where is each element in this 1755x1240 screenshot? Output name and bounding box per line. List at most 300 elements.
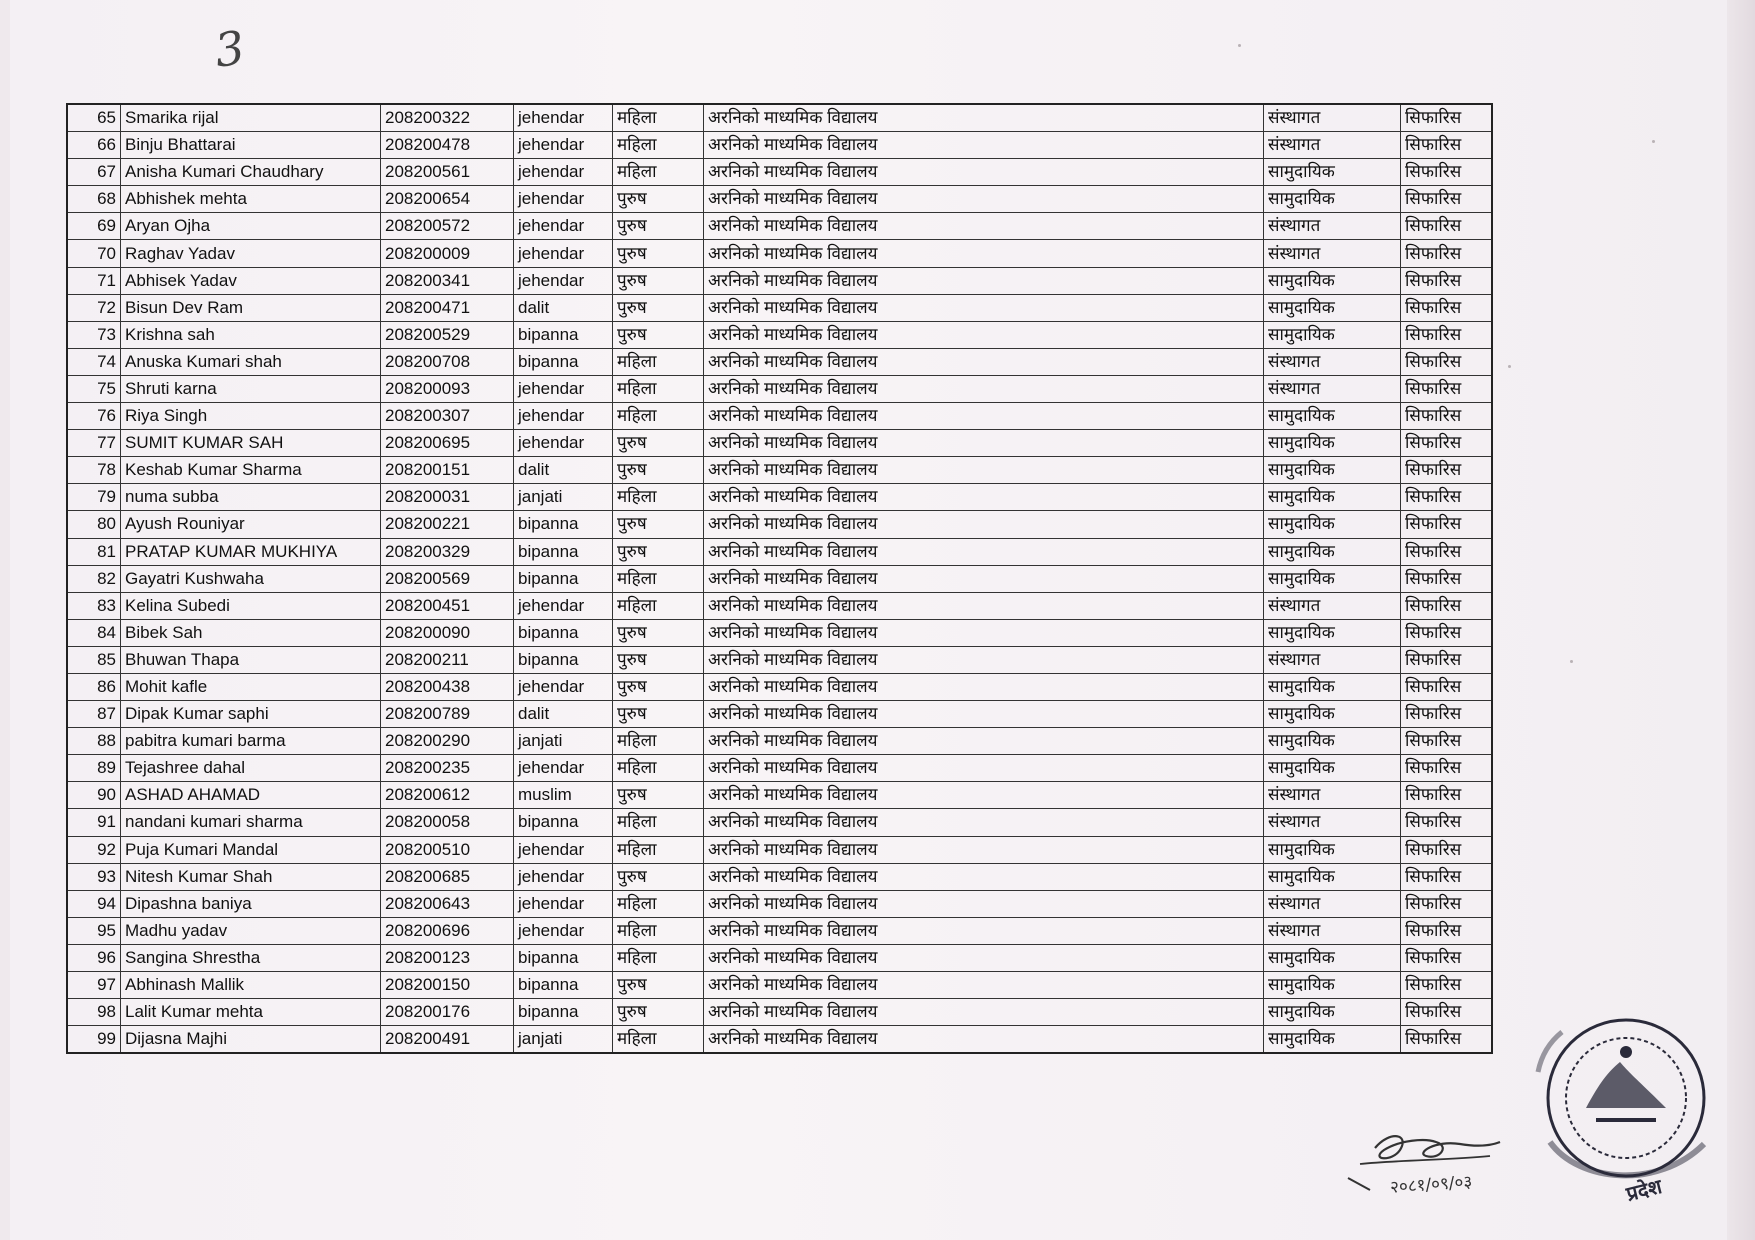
category-cell: janjati [514, 728, 613, 755]
recommendation-cell: सिफारिस [1401, 917, 1493, 944]
serial-number-cell: 95 [67, 917, 121, 944]
student-name-cell: Anuska Kumari shah [121, 348, 381, 375]
student-name-cell: numa subba [121, 484, 381, 511]
school-type-cell: सामुदायिक [1264, 565, 1401, 592]
gender-cell: पुरुष [613, 430, 704, 457]
gender-cell: महिला [613, 159, 704, 186]
category-cell: dalit [514, 701, 613, 728]
school-name-cell: अरनिको माध्यमिक विद्यालय [704, 836, 1264, 863]
signature-scribble [1340, 1120, 1520, 1210]
recommendation-cell: सिफारिस [1401, 430, 1493, 457]
registration-id-cell: 208200612 [381, 782, 514, 809]
category-cell: bipanna [514, 972, 613, 999]
gender-cell: पुरुष [613, 701, 704, 728]
student-name-cell: Smarika rijal [121, 104, 381, 132]
registration-id-cell: 208200561 [381, 159, 514, 186]
official-seal-stamp [1508, 1012, 1728, 1222]
serial-number-cell: 68 [67, 186, 121, 213]
school-type-cell: सामुदायिक [1264, 619, 1401, 646]
table-row [67, 375, 1492, 402]
school-type-cell: सामुदायिक [1264, 863, 1401, 890]
registration-id-cell: 208200643 [381, 890, 514, 917]
school-type-cell: सामुदायिक [1264, 538, 1401, 565]
serial-number-cell: 75 [67, 375, 121, 402]
school-name-cell: अरनिको माध्यमिक विद्यालय [704, 375, 1264, 402]
school-name-cell: अरनिको माध्यमिक विद्यालय [704, 294, 1264, 321]
table-row [67, 944, 1492, 971]
student-name-cell: ASHAD AHAMAD [121, 782, 381, 809]
gender-cell: पुरुष [613, 538, 704, 565]
school-name-cell: अरनिको माध्यमिक विद्यालय [704, 240, 1264, 267]
recommendation-cell: सिफारिस [1401, 755, 1493, 782]
school-type-cell: संस्थागत [1264, 213, 1401, 240]
scan-speckle [1508, 365, 1511, 368]
table-row [67, 159, 1492, 186]
student-name-cell: Tejashree dahal [121, 755, 381, 782]
table-row [67, 430, 1492, 457]
serial-number-cell: 99 [67, 1026, 121, 1054]
registration-id-cell: 208200176 [381, 999, 514, 1026]
student-name-cell: Sangina Shrestha [121, 944, 381, 971]
registration-id-cell: 208200569 [381, 565, 514, 592]
gender-cell: पुरुष [613, 673, 704, 700]
table-row [67, 999, 1492, 1026]
category-cell: jehendar [514, 240, 613, 267]
school-type-cell: सामुदायिक [1264, 673, 1401, 700]
school-name-cell: अरनिको माध्यमिक विद्यालय [704, 809, 1264, 836]
serial-number-cell: 77 [67, 430, 121, 457]
recommendation-cell: सिफारिस [1401, 104, 1493, 132]
gender-cell: महिला [613, 348, 704, 375]
serial-number-cell: 69 [67, 213, 121, 240]
category-cell: bipanna [514, 646, 613, 673]
table-row [67, 348, 1492, 375]
registration-id-cell: 208200471 [381, 294, 514, 321]
serial-number-cell: 97 [67, 972, 121, 999]
recommendation-cell: सिफारिस [1401, 999, 1493, 1026]
table-row [67, 701, 1492, 728]
school-type-cell: संस्थागत [1264, 782, 1401, 809]
gender-cell: पुरुष [613, 646, 704, 673]
recommendation-cell: सिफारिस [1401, 321, 1493, 348]
recommendation-cell: सिफारिस [1401, 511, 1493, 538]
registration-id-cell: 208200329 [381, 538, 514, 565]
school-type-cell: संस्थागत [1264, 240, 1401, 267]
gender-cell: पुरुष [613, 511, 704, 538]
scan-speckle [1652, 140, 1655, 143]
school-type-cell: संस्थागत [1264, 890, 1401, 917]
table-row [67, 728, 1492, 755]
category-cell: bipanna [514, 999, 613, 1026]
table-row [67, 457, 1492, 484]
recommendation-cell: सिफारिस [1401, 403, 1493, 430]
serial-number-cell: 83 [67, 592, 121, 619]
student-name-cell: Dipak Kumar saphi [121, 701, 381, 728]
registration-id-cell: 208200696 [381, 917, 514, 944]
table-row [67, 836, 1492, 863]
gender-cell: महिला [613, 890, 704, 917]
school-name-cell: अरनिको माध्यमिक विद्यालय [704, 186, 1264, 213]
recommendation-cell: सिफारिस [1401, 863, 1493, 890]
gender-cell: महिला [613, 132, 704, 159]
table-row [67, 592, 1492, 619]
serial-number-cell: 84 [67, 619, 121, 646]
category-cell: jehendar [514, 890, 613, 917]
recommendation-cell: सिफारिस [1401, 972, 1493, 999]
recommendation-cell: सिफारिस [1401, 538, 1493, 565]
student-name-cell: Abhisek Yadav [121, 267, 381, 294]
recommendation-cell: सिफारिस [1401, 132, 1493, 159]
serial-number-cell: 91 [67, 809, 121, 836]
serial-number-cell: 76 [67, 403, 121, 430]
recommendation-cell: सिफारिस [1401, 782, 1493, 809]
school-name-cell: अरनिको माध्यमिक विद्यालय [704, 592, 1264, 619]
gender-cell: पुरुष [613, 213, 704, 240]
table-row [67, 267, 1492, 294]
serial-number-cell: 67 [67, 159, 121, 186]
registration-id-cell: 208200438 [381, 673, 514, 700]
serial-number-cell: 86 [67, 673, 121, 700]
gender-cell: पुरुष [613, 619, 704, 646]
serial-number-cell: 79 [67, 484, 121, 511]
serial-number-cell: 65 [67, 104, 121, 132]
student-name-cell: Binju Bhattarai [121, 132, 381, 159]
student-name-cell: Krishna sah [121, 321, 381, 348]
category-cell: bipanna [514, 348, 613, 375]
school-name-cell: अरनिको माध्यमिक विद्यालय [704, 890, 1264, 917]
student-name-cell: Aryan Ojha [121, 213, 381, 240]
gender-cell: महिला [613, 375, 704, 402]
serial-number-cell: 94 [67, 890, 121, 917]
student-name-cell: Riya Singh [121, 403, 381, 430]
registration-id-cell: 208200123 [381, 944, 514, 971]
gender-cell: महिला [613, 403, 704, 430]
student-name-cell: Lalit Kumar mehta [121, 999, 381, 1026]
registration-id-cell: 208200031 [381, 484, 514, 511]
school-type-cell: सामुदायिक [1264, 1026, 1401, 1054]
gender-cell: महिला [613, 755, 704, 782]
student-name-cell: Raghav Yadav [121, 240, 381, 267]
school-name-cell: अरनिको माध्यमिक विद्यालय [704, 673, 1264, 700]
school-type-cell: सामुदायिक [1264, 755, 1401, 782]
student-name-cell: nandani kumari sharma [121, 809, 381, 836]
registration-id-cell: 208200290 [381, 728, 514, 755]
table-row [67, 972, 1492, 999]
category-cell: jehendar [514, 132, 613, 159]
gender-cell: पुरुष [613, 782, 704, 809]
school-name-cell: अरनिको माध्यमिक विद्यालय [704, 782, 1264, 809]
student-name-cell: Anisha Kumari Chaudhary [121, 159, 381, 186]
student-name-cell: Dipashna baniya [121, 890, 381, 917]
recommendation-cell: सिफारिस [1401, 159, 1493, 186]
category-cell: jehendar [514, 186, 613, 213]
table-row [67, 186, 1492, 213]
serial-number-cell: 66 [67, 132, 121, 159]
school-type-cell: सामुदायिक [1264, 294, 1401, 321]
school-name-cell: अरनिको माध्यमिक विद्यालय [704, 159, 1264, 186]
school-type-cell: सामुदायिक [1264, 186, 1401, 213]
registration-id-cell: 208200322 [381, 104, 514, 132]
table-row [67, 782, 1492, 809]
serial-number-cell: 87 [67, 701, 121, 728]
registration-id-cell: 208200451 [381, 592, 514, 619]
school-name-cell: अरनिको माध्यमिक विद्यालय [704, 132, 1264, 159]
school-name-cell: अरनिको माध्यमिक विद्यालय [704, 863, 1264, 890]
student-name-cell: SUMIT KUMAR SAH [121, 430, 381, 457]
scan-speckle [1570, 660, 1573, 663]
category-cell: bipanna [514, 809, 613, 836]
student-name-cell: Bhuwan Thapa [121, 646, 381, 673]
registration-id-cell: 208200058 [381, 809, 514, 836]
table-row [67, 511, 1492, 538]
table-row [67, 809, 1492, 836]
gender-cell: पुरुष [613, 267, 704, 294]
category-cell: janjati [514, 1026, 613, 1054]
registration-id-cell: 208200478 [381, 132, 514, 159]
recommendation-cell: सिफारिस [1401, 294, 1493, 321]
school-type-cell: सामुदायिक [1264, 267, 1401, 294]
serial-number-cell: 80 [67, 511, 121, 538]
category-cell: jehendar [514, 836, 613, 863]
gender-cell: महिला [613, 1026, 704, 1054]
table-row [67, 240, 1492, 267]
page-edge-left [0, 0, 10, 1240]
recommendation-cell: सिफारिस [1401, 728, 1493, 755]
registration-id-cell: 208200221 [381, 511, 514, 538]
registration-id-cell: 208200090 [381, 619, 514, 646]
registration-id-cell: 208200654 [381, 186, 514, 213]
school-name-cell: अरनिको माध्यमिक विद्यालय [704, 755, 1264, 782]
school-name-cell: अरनिको माध्यमिक विद्यालय [704, 1026, 1264, 1054]
gender-cell: पुरुष [613, 321, 704, 348]
student-name-cell: Keshab Kumar Sharma [121, 457, 381, 484]
category-cell: muslim [514, 782, 613, 809]
serial-number-cell: 85 [67, 646, 121, 673]
serial-number-cell: 98 [67, 999, 121, 1026]
gender-cell: पुरुष [613, 294, 704, 321]
gender-cell: महिला [613, 836, 704, 863]
page-edge-right [1727, 0, 1755, 1240]
student-name-cell: Madhu yadav [121, 917, 381, 944]
registration-id-cell: 208200510 [381, 836, 514, 863]
gender-cell: पुरुष [613, 863, 704, 890]
seal-text: प्रदेश [1623, 1174, 1665, 1206]
student-name-cell: Bibek Sah [121, 619, 381, 646]
recommendation-cell: सिफारिस [1401, 673, 1493, 700]
school-type-cell: सामुदायिक [1264, 457, 1401, 484]
serial-number-cell: 73 [67, 321, 121, 348]
registration-id-cell: 208200685 [381, 863, 514, 890]
registration-id-cell: 208200211 [381, 646, 514, 673]
student-name-cell: Dijasna Majhi [121, 1026, 381, 1054]
student-name-cell: Puja Kumari Mandal [121, 836, 381, 863]
student-name-cell: Kelina Subedi [121, 592, 381, 619]
table-row [67, 213, 1492, 240]
student-name-cell: PRATAP KUMAR MUKHIYA [121, 538, 381, 565]
school-type-cell: सामुदायिक [1264, 728, 1401, 755]
recommendation-cell: सिफारिस [1401, 1026, 1493, 1054]
table-row [67, 321, 1492, 348]
registration-id-cell: 208200572 [381, 213, 514, 240]
table-row [67, 619, 1492, 646]
school-name-cell: अरनिको माध्यमिक विद्यालय [704, 538, 1264, 565]
category-cell: jehendar [514, 267, 613, 294]
school-type-cell: संस्थागत [1264, 348, 1401, 375]
table-row [67, 755, 1492, 782]
registration-id-cell: 208200789 [381, 701, 514, 728]
student-name-cell: Mohit kafle [121, 673, 381, 700]
gender-cell: महिला [613, 809, 704, 836]
registration-id-cell: 208200708 [381, 348, 514, 375]
gender-cell: पुरुष [613, 999, 704, 1026]
gender-cell: महिला [613, 944, 704, 971]
recommendation-cell: सिफारिस [1401, 267, 1493, 294]
table-row [67, 538, 1492, 565]
gender-cell: महिला [613, 565, 704, 592]
category-cell: bipanna [514, 944, 613, 971]
student-recommendation-table [66, 103, 1493, 1054]
registration-id-cell: 208200341 [381, 267, 514, 294]
category-cell: janjati [514, 484, 613, 511]
student-name-cell: Ayush Rouniyar [121, 511, 381, 538]
recommendation-cell: सिफारिस [1401, 186, 1493, 213]
school-type-cell: संस्थागत [1264, 132, 1401, 159]
recommendation-cell: सिफारिस [1401, 484, 1493, 511]
category-cell: bipanna [514, 511, 613, 538]
category-cell: jehendar [514, 213, 613, 240]
category-cell: jehendar [514, 375, 613, 402]
student-name-cell: Bisun Dev Ram [121, 294, 381, 321]
handwritten-page-number: 3 [211, 20, 248, 78]
school-name-cell: अरनिको माध्यमिक विद्यालय [704, 944, 1264, 971]
registration-id-cell: 208200093 [381, 375, 514, 402]
serial-number-cell: 81 [67, 538, 121, 565]
school-name-cell: अरनिको माध्यमिक विद्यालय [704, 457, 1264, 484]
recommendation-cell: सिफारिस [1401, 646, 1493, 673]
serial-number-cell: 96 [67, 944, 121, 971]
school-type-cell: संस्थागत [1264, 375, 1401, 402]
registration-id-cell: 208200235 [381, 755, 514, 782]
table-row [67, 565, 1492, 592]
school-type-cell: सामुदायिक [1264, 972, 1401, 999]
table-row [67, 132, 1492, 159]
student-name-cell: pabitra kumari barma [121, 728, 381, 755]
category-cell: jehendar [514, 755, 613, 782]
school-type-cell: संस्थागत [1264, 104, 1401, 132]
school-name-cell: अरनिको माध्यमिक विद्यालय [704, 267, 1264, 294]
recommendation-cell: सिफारिस [1401, 809, 1493, 836]
school-name-cell: अरनिको माध्यमिक विद्यालय [704, 213, 1264, 240]
registration-id-cell: 208200491 [381, 1026, 514, 1054]
serial-number-cell: 93 [67, 863, 121, 890]
school-name-cell: अरनिको माध्यमिक विद्यालय [704, 646, 1264, 673]
table-row [67, 1026, 1492, 1054]
school-name-cell: अरनिको माध्यमिक विद्यालय [704, 972, 1264, 999]
recommendation-cell: सिफारिस [1401, 213, 1493, 240]
student-name-cell: Nitesh Kumar Shah [121, 863, 381, 890]
table-row [67, 294, 1492, 321]
category-cell: jehendar [514, 863, 613, 890]
school-type-cell: संस्थागत [1264, 592, 1401, 619]
school-type-cell: सामुदायिक [1264, 836, 1401, 863]
school-type-cell: संस्थागत [1264, 809, 1401, 836]
school-name-cell: अरनिको माध्यमिक विद्यालय [704, 999, 1264, 1026]
school-type-cell: सामुदायिक [1264, 403, 1401, 430]
gender-cell: पुरुष [613, 240, 704, 267]
category-cell: bipanna [514, 565, 613, 592]
seal-circle [1508, 1012, 1728, 1222]
table-row [67, 104, 1492, 132]
category-cell: bipanna [514, 619, 613, 646]
serial-number-cell: 88 [67, 728, 121, 755]
table-row [67, 673, 1492, 700]
school-type-cell: सामुदायिक [1264, 321, 1401, 348]
recommendation-cell: सिफारिस [1401, 240, 1493, 267]
gender-cell: महिला [613, 592, 704, 619]
student-name-cell: Abhishek mehta [121, 186, 381, 213]
serial-number-cell: 78 [67, 457, 121, 484]
table-row [67, 863, 1492, 890]
scan-speckle [1238, 44, 1241, 47]
school-type-cell: सामुदायिक [1264, 944, 1401, 971]
school-name-cell: अरनिको माध्यमिक विद्यालय [704, 511, 1264, 538]
category-cell: jehendar [514, 104, 613, 132]
serial-number-cell: 70 [67, 240, 121, 267]
student-name-cell: Shruti karna [121, 375, 381, 402]
table-body [67, 104, 1492, 1053]
school-name-cell: अरनिको माध्यमिक विद्यालय [704, 619, 1264, 646]
recommendation-cell: सिफारिस [1401, 565, 1493, 592]
signature [1340, 1120, 1520, 1210]
gender-cell: महिला [613, 484, 704, 511]
category-cell: jehendar [514, 592, 613, 619]
registration-id-cell: 208200307 [381, 403, 514, 430]
gender-cell: महिला [613, 728, 704, 755]
school-type-cell: सामुदायिक [1264, 430, 1401, 457]
school-name-cell: अरनिको माध्यमिक विद्यालय [704, 104, 1264, 132]
recommendation-cell: सिफारिस [1401, 944, 1493, 971]
serial-number-cell: 90 [67, 782, 121, 809]
table-row [67, 484, 1492, 511]
recommendation-cell: सिफारिस [1401, 348, 1493, 375]
registration-id-cell: 208200150 [381, 972, 514, 999]
school-name-cell: अरनिको माध्यमिक विद्यालय [704, 484, 1264, 511]
gender-cell: महिला [613, 917, 704, 944]
serial-number-cell: 89 [67, 755, 121, 782]
gender-cell: पुरुष [613, 457, 704, 484]
registration-id-cell: 208200009 [381, 240, 514, 267]
category-cell: dalit [514, 294, 613, 321]
gender-cell: महिला [613, 104, 704, 132]
registration-id-cell: 208200695 [381, 430, 514, 457]
table-row [67, 917, 1492, 944]
school-type-cell: संस्थागत [1264, 917, 1401, 944]
recommendation-cell: सिफारिस [1401, 457, 1493, 484]
school-name-cell: अरनिको माध्यमिक विद्यालय [704, 565, 1264, 592]
student-name-cell: Gayatri Kushwaha [121, 565, 381, 592]
gender-cell: पुरुष [613, 972, 704, 999]
table-row [67, 403, 1492, 430]
category-cell: jehendar [514, 403, 613, 430]
school-type-cell: सामुदायिक [1264, 999, 1401, 1026]
recommendation-cell: सिफारिस [1401, 701, 1493, 728]
category-cell: dalit [514, 457, 613, 484]
school-name-cell: अरनिको माध्यमिक विद्यालय [704, 917, 1264, 944]
category-cell: jehendar [514, 673, 613, 700]
table-row [67, 890, 1492, 917]
serial-number-cell: 71 [67, 267, 121, 294]
student-name-cell: Abhinash Mallik [121, 972, 381, 999]
